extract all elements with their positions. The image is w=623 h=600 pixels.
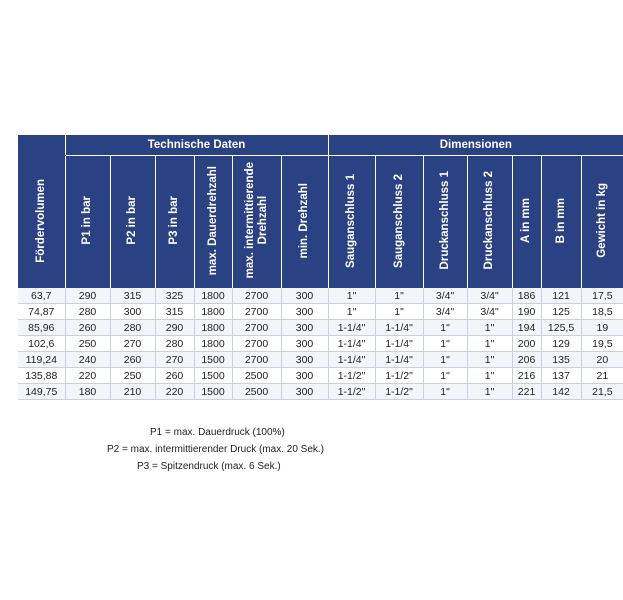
table-cell: 3/4" bbox=[423, 304, 467, 320]
table-row bbox=[18, 336, 623, 352]
table-cell: 121 bbox=[541, 288, 581, 304]
table-cell: 1" bbox=[375, 304, 423, 320]
table-cell: 17,5 bbox=[581, 288, 623, 304]
group-header-technische-daten: Technische Daten bbox=[65, 135, 328, 156]
table-cell: 260 bbox=[65, 320, 110, 336]
header-spacer bbox=[18, 135, 65, 156]
note-p3: P3 = Spitzendruck (max. 6 Sek.) bbox=[137, 461, 281, 472]
table-cell: 142 bbox=[541, 384, 581, 400]
table-cell: 2500 bbox=[232, 384, 281, 400]
table-row bbox=[18, 288, 623, 304]
table-cell: 216 bbox=[512, 368, 541, 384]
table-cell: 1-1/4" bbox=[375, 320, 423, 336]
table-cell: 300 bbox=[281, 336, 328, 352]
column-header: Fördervolumen bbox=[18, 156, 65, 289]
table-cell: 1" bbox=[467, 336, 512, 352]
table-cell: 2700 bbox=[232, 288, 281, 304]
table-cell: 1800 bbox=[194, 336, 232, 352]
table-cell: 1-1/2" bbox=[328, 368, 375, 384]
note-p2: P2 = max. intermittierender Druck (max. 20 Sek.) bbox=[107, 444, 325, 455]
table-cell: 1500 bbox=[194, 384, 232, 400]
column-header: P1 in bar bbox=[65, 156, 110, 289]
table-cell: 21,5 bbox=[581, 384, 623, 400]
table-cell: 180 bbox=[65, 384, 110, 400]
table-cell: 3/4" bbox=[467, 304, 512, 320]
table-cell: 74,87 bbox=[18, 304, 65, 320]
table-cell: 1800 bbox=[194, 304, 232, 320]
table-cell: 221 bbox=[512, 384, 541, 400]
table-cell: 1" bbox=[423, 352, 467, 368]
table-cell: 325 bbox=[155, 288, 194, 304]
table-cell: 280 bbox=[65, 304, 110, 320]
column-header: Sauganschluss 2 bbox=[375, 156, 423, 289]
table-cell: 135 bbox=[541, 352, 581, 368]
table-cell: 250 bbox=[110, 368, 155, 384]
table-cell: 1" bbox=[423, 336, 467, 352]
table-cell: 2700 bbox=[232, 352, 281, 368]
column-header: A in mm bbox=[512, 156, 541, 289]
table-cell: 1" bbox=[423, 384, 467, 400]
table-cell: 3/4" bbox=[423, 288, 467, 304]
table-cell: 240 bbox=[65, 352, 110, 368]
table-cell: 1-1/4" bbox=[328, 320, 375, 336]
column-header: Druckanschluss 1 bbox=[423, 156, 467, 289]
column-header: min. Drehzahl bbox=[281, 156, 328, 289]
table-cell: 194 bbox=[512, 320, 541, 336]
table-cell: 1" bbox=[375, 288, 423, 304]
table-cell: 300 bbox=[281, 320, 328, 336]
table-cell: 129 bbox=[541, 336, 581, 352]
table-cell: 137 bbox=[541, 368, 581, 384]
table-cell: 315 bbox=[110, 288, 155, 304]
table-cell: 1" bbox=[467, 352, 512, 368]
table-cell: 220 bbox=[65, 368, 110, 384]
table-cell: 125 bbox=[541, 304, 581, 320]
table-cell: 18,5 bbox=[581, 304, 623, 320]
table-cell: 300 bbox=[281, 384, 328, 400]
table-cell: 186 bbox=[512, 288, 541, 304]
table-row bbox=[18, 384, 623, 400]
table-cell: 19,5 bbox=[581, 336, 623, 352]
table-cell: 63,7 bbox=[18, 288, 65, 304]
table-cell: 2700 bbox=[232, 320, 281, 336]
table-cell: 1" bbox=[467, 384, 512, 400]
column-header: P2 in bar bbox=[110, 156, 155, 289]
table-cell: 260 bbox=[155, 368, 194, 384]
table-cell: 125,5 bbox=[541, 320, 581, 336]
group-header-dimensionen: Dimensionen bbox=[328, 135, 623, 156]
table-cell: 1" bbox=[423, 368, 467, 384]
table-row bbox=[18, 304, 623, 320]
table-cell: 1500 bbox=[194, 352, 232, 368]
table-cell: 300 bbox=[281, 352, 328, 368]
legend-notes bbox=[0, 424, 600, 475]
table-cell: 300 bbox=[281, 304, 328, 320]
column-header: Gewicht in kg bbox=[581, 156, 623, 289]
table-cell: 300 bbox=[281, 368, 328, 384]
table-cell: 290 bbox=[155, 320, 194, 336]
table-cell: 315 bbox=[155, 304, 194, 320]
table-cell: 1-1/4" bbox=[375, 336, 423, 352]
table-cell: 1-1/2" bbox=[375, 368, 423, 384]
column-header: max. Dauerdrehzahl bbox=[194, 156, 232, 289]
table-cell: 210 bbox=[110, 384, 155, 400]
table-cell: 1" bbox=[328, 288, 375, 304]
table-cell: 1" bbox=[423, 320, 467, 336]
note-p1: P1 = max. Dauerdruck (100%) bbox=[150, 427, 285, 438]
table-cell: 300 bbox=[110, 304, 155, 320]
table-cell: 1-1/4" bbox=[328, 352, 375, 368]
table-cell: 1-1/4" bbox=[375, 352, 423, 368]
table-cell: 200 bbox=[512, 336, 541, 352]
technical-data-table bbox=[18, 135, 623, 400]
table-cell: 220 bbox=[155, 384, 194, 400]
table-cell: 2700 bbox=[232, 304, 281, 320]
table-cell: 1" bbox=[467, 320, 512, 336]
table-cell: 1-1/4" bbox=[328, 336, 375, 352]
table-cell: 270 bbox=[110, 336, 155, 352]
table-cell: 1500 bbox=[194, 368, 232, 384]
table-cell: 250 bbox=[65, 336, 110, 352]
table-cell: 206 bbox=[512, 352, 541, 368]
table-cell: 1-1/2" bbox=[375, 384, 423, 400]
table-cell: 1-1/2" bbox=[328, 384, 375, 400]
table-cell: 149,75 bbox=[18, 384, 65, 400]
table-row bbox=[18, 368, 623, 384]
table-cell: 119,24 bbox=[18, 352, 65, 368]
table-cell: 280 bbox=[155, 336, 194, 352]
column-header: Sauganschluss 1 bbox=[328, 156, 375, 289]
table-cell: 20 bbox=[581, 352, 623, 368]
table-body bbox=[18, 288, 623, 400]
table-cell: 1" bbox=[467, 368, 512, 384]
table-cell: 1" bbox=[328, 304, 375, 320]
table-cell: 280 bbox=[110, 320, 155, 336]
table-row bbox=[18, 352, 623, 368]
table-cell: 2700 bbox=[232, 336, 281, 352]
column-header: B in mm bbox=[541, 156, 581, 289]
table-cell: 260 bbox=[110, 352, 155, 368]
table-cell: 21 bbox=[581, 368, 623, 384]
table-cell: 190 bbox=[512, 304, 541, 320]
table-cell: 135,88 bbox=[18, 368, 65, 384]
table-cell: 2500 bbox=[232, 368, 281, 384]
table-cell: 290 bbox=[65, 288, 110, 304]
column-header: Druckanschluss 2 bbox=[467, 156, 512, 289]
table-row bbox=[18, 320, 623, 336]
table-cell: 300 bbox=[281, 288, 328, 304]
table-cell: 102,6 bbox=[18, 336, 65, 352]
column-header: max. intermittierende Drehzahl bbox=[232, 156, 281, 289]
column-header: P3 in bar bbox=[155, 156, 194, 289]
table-cell: 1800 bbox=[194, 320, 232, 336]
table-cell: 3/4" bbox=[467, 288, 512, 304]
table-cell: 270 bbox=[155, 352, 194, 368]
table-cell: 1800 bbox=[194, 288, 232, 304]
table-cell: 19 bbox=[581, 320, 623, 336]
table-cell: 85,96 bbox=[18, 320, 65, 336]
